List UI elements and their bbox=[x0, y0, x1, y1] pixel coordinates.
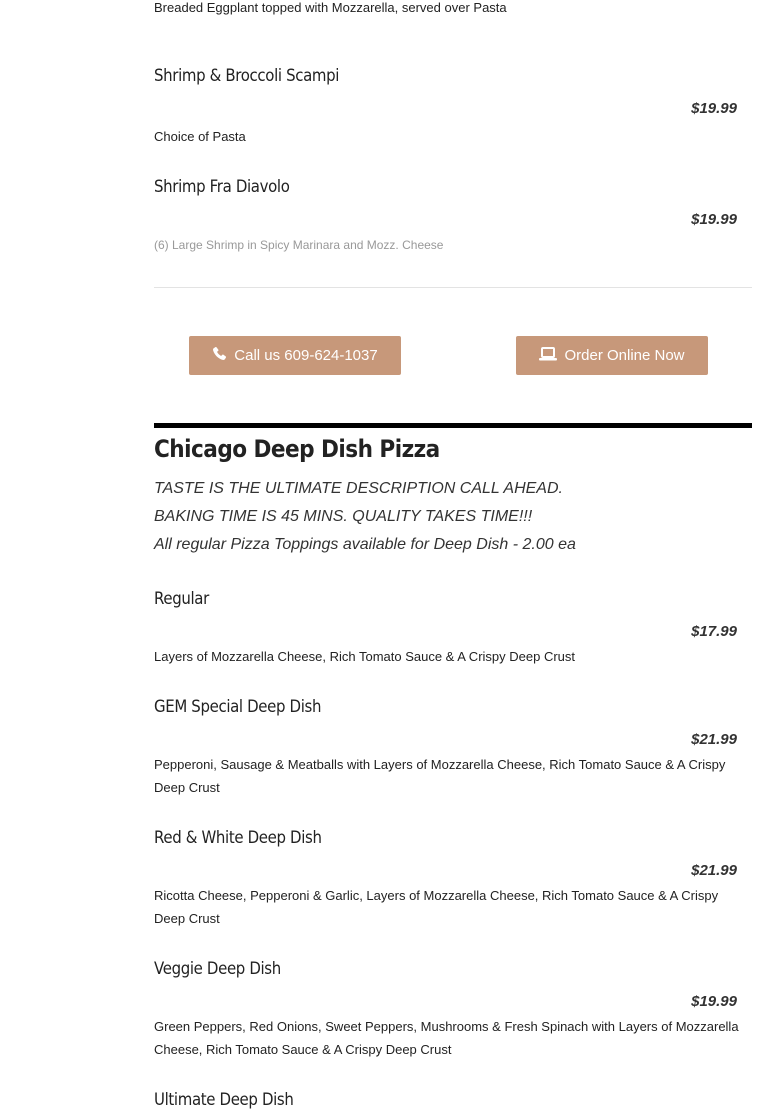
item-price: $19.99 bbox=[691, 211, 737, 228]
menu-item-red-white bbox=[154, 828, 752, 926]
item-description: Breaded Eggplant topped with Mozzarella, served over Pasta bbox=[154, 0, 507, 15]
item-description: Pepperoni, Sausage & Meatballs with Layers of Mozzarella Cheese, Rich Tomato Sauce & A Crispy Deep Crust bbox=[154, 757, 726, 795]
item-price: $19.99 bbox=[691, 100, 737, 117]
menu-item-regular bbox=[154, 589, 752, 664]
item-name: Veggie Deep Dish bbox=[154, 959, 281, 979]
section-note: TASTE IS THE ULTIMATE DESCRIPTION CALL AHEAD. bbox=[154, 480, 563, 497]
menu-item-veggie bbox=[154, 959, 752, 1057]
section-divider bbox=[154, 287, 752, 288]
item-description: Ricotta Cheese, Pepperoni & Garlic, Layers of Mozzarella Cheese, Rich Tomato Sauce & A Crispy Deep Crust bbox=[154, 888, 719, 926]
item-name: GEM Special Deep Dish bbox=[154, 697, 322, 717]
item-price: $21.99 bbox=[691, 731, 737, 748]
item-name: Ultimate Deep Dish bbox=[154, 1090, 294, 1110]
item-name: Regular bbox=[154, 589, 209, 609]
menu-item-gem-special bbox=[154, 697, 752, 795]
item-description: Layers of Mozzarella Cheese, Rich Tomato Sauce & A Crispy Deep Crust bbox=[154, 649, 576, 664]
phone-icon bbox=[212, 346, 227, 365]
laptop-icon bbox=[539, 347, 557, 365]
call-button[interactable] bbox=[189, 336, 401, 375]
item-name: Shrimp & Broccoli Scampi bbox=[154, 66, 340, 86]
item-description: Choice of Pasta bbox=[154, 129, 246, 144]
section-header-bar bbox=[154, 423, 752, 428]
order-button-label: Order Online Now bbox=[564, 347, 685, 364]
section-note: BAKING TIME IS 45 MINS. QUALITY TAKES TIME!!! bbox=[154, 508, 533, 525]
item-name: Red & White Deep Dish bbox=[154, 828, 322, 848]
item-description: (6) Large Shrimp in Spicy Marinara and Mozz. Cheese bbox=[154, 238, 444, 252]
section-note: All regular Pizza Toppings available for Deep Dish - 2.00 ea bbox=[154, 536, 576, 553]
menu-item-shrimp-broccoli-scampi bbox=[154, 66, 752, 144]
order-online-button[interactable] bbox=[516, 336, 708, 375]
menu-item-ultimate bbox=[154, 1090, 752, 1110]
menu-item-shrimp-fra-diavolo bbox=[154, 177, 752, 252]
item-price: $19.99 bbox=[691, 993, 737, 1010]
item-price: $17.99 bbox=[691, 623, 737, 640]
item-name: Shrimp Fra Diavolo bbox=[154, 177, 290, 197]
call-button-label: Call us 609-624-1037 bbox=[234, 347, 378, 364]
section-title: Chicago Deep Dish Pizza bbox=[154, 435, 440, 463]
item-price: $21.99 bbox=[691, 862, 737, 879]
item-description: Green Peppers, Red Onions, Sweet Peppers, Mushrooms & Fresh Spinach with Layers of Mozzarella Cheese, Rich Tomato Sauce & A Crispy Deep Crust bbox=[154, 1019, 739, 1057]
